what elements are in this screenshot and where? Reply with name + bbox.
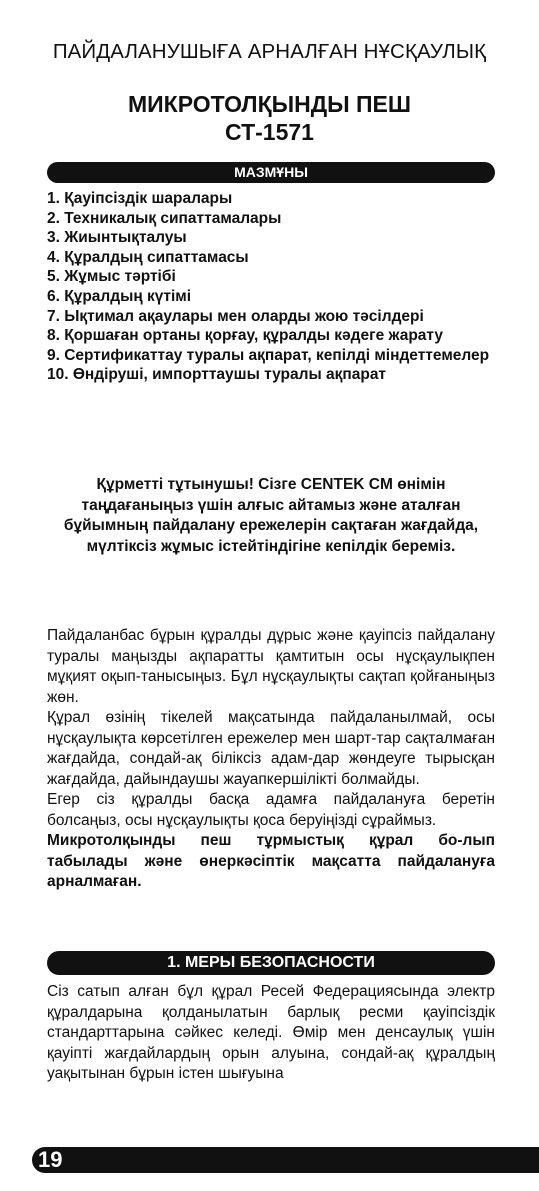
section-heading-bar: 1. МЕРЫ БЕЗОПАСНОСТИ (47, 951, 495, 975)
toc-item: 1. Қауіпсіздік шаралары (47, 190, 233, 207)
intro-paragraph: Егер сіз құралды басқа адамға пайдалануға беретін болсаңыз, осы нұсқаулықты қоса беруіңізді сұраймыз. (47, 791, 495, 829)
page-header: ПАЙДАЛАНУШЫҒА АРНАЛҒАН НҰСҚАУЛЫҚ (52, 40, 487, 63)
toc-item: 8. Қоршаған ортаны қорғау, құралды кәдеге жарату (47, 327, 443, 345)
intro-paragraph: Пайдаланбас бұрын құралды дұрыс және қауіпсіз пайдалану туралы маңызды ақпаратты қамтитын осы нұсқаулықпен мұқият оқып-танысыңыз. Бұл нұсқаулықты сақтап қойғаныңыз жөн. (47, 627, 495, 706)
toc-item: 9. Сертификаттау туралы ақпарат, кепілді міндеттемелер (47, 346, 490, 364)
toc-item: 5. Жұмыс тәртібі (47, 268, 176, 286)
footer-bar (32, 1147, 539, 1173)
toc-heading-bar: МАЗМҰНЫ (47, 162, 495, 183)
product-model: СТ-1571 (225, 119, 314, 145)
intro-text (47, 626, 495, 893)
toc-item: 10. Өндіруші, импорттаушы туралы ақпарат (47, 366, 387, 384)
toc-list (47, 189, 495, 385)
toc-item: 3. Жиынтықталуы (47, 229, 187, 247)
toc-item: 4. Құралдың сипаттамасы (47, 248, 249, 266)
intro-paragraph: Құрал өзінің тікелей мақсатында пайдаланылмай, осы нұсқаулықта көрсетілген ережелер мен шарт-тар сақталмаған жағдайда, сондай-ақ біліксіз адам-дар жөндеуге тырысқан жағдайда, дайындаушы жауапкершілікті болмайды. (47, 709, 495, 788)
page-number: 19 (38, 1147, 63, 1172)
toc-item: 7. Ықтимал ақаулары мен оларды жою тәсілдері (47, 307, 424, 325)
customer-greeting: Құрметті тұтынушы! Сізге CENTEK CM өнімін таңдағаныңыз үшін алғыс айтамыз және аталған бұйымның пайдалану ережелерін сақтаған жағдайда, мүлтіксіз жұмыс істейтіндігіне кепілдік береміз. (63, 476, 479, 555)
section-paragraph: Сіз сатып алған бұл құрал Ресей Федерациясында электр құралдарына қолданылатын барлық ресми қауіпсіздік стандарттарына сәйкес келеді. Өмір мен денсаулық үшін қауіпті жағдайлардың орын алуына, сондай-ақ құралдың уақытынан бұрын істен шығуына (47, 983, 495, 1082)
toc-item: 2. Техникалық сипаттамалары (47, 209, 282, 227)
product-title: МИКРОТОЛҚЫНДЫ ПЕШ (127, 91, 412, 117)
intro-warning: Микротолқынды пеш тұрмыстық құрал бо-лып табылады және өнеркәсіптік мақсатта пайдалануға арналмаған. (47, 832, 495, 890)
toc-item: 6. Құралдың күтімі (47, 287, 192, 305)
section-text (47, 982, 495, 1085)
